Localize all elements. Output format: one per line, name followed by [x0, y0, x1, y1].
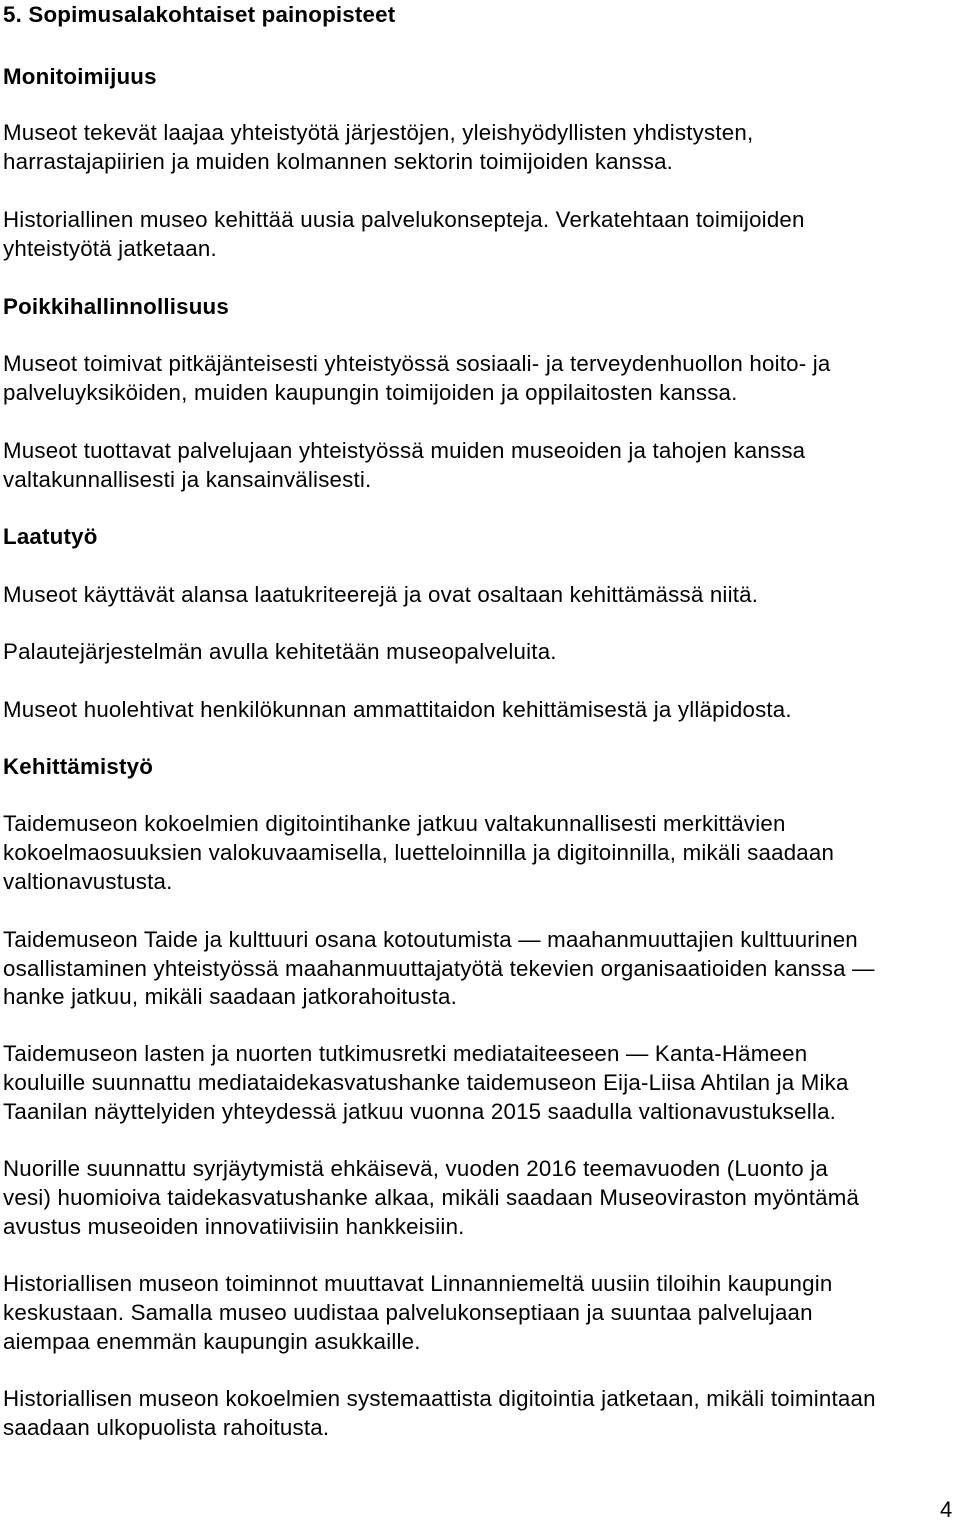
paragraph-line: Taidemuseon Taide ja kulttuuri osana kotoutumista — maahanmuuttajien kulttuurinen: [3, 927, 858, 952]
paragraph-line: aiempaa enemmän kaupungin asukkaille.: [3, 1329, 421, 1354]
paragraph-line: kouluille suunnattu mediataidekasvatushanke taidemuseon Eija-Liisa Ahtilan ja Mika: [3, 1070, 849, 1095]
paragraph-line: Taidemuseon lasten ja nuorten tutkimusretki mediataiteeseen — Kanta-Hämeen: [3, 1041, 808, 1066]
section-title: 5. Sopimusalakohtaiset painopisteet: [3, 2, 396, 27]
paragraph-line: osallistaminen yhteistyössä maahanmuuttajatyötä tekevien organisaatioiden kanssa —: [3, 956, 875, 981]
paragraph-line: Museot käyttävät alansa laatukriteerejä ja ovat osaltaan kehittämässä niitä.: [3, 582, 759, 607]
paragraph-line: Taanilan näyttelyiden yhteydessä jatkuu vuonna 2015 saadulla valtionavustuksella.: [3, 1099, 837, 1124]
paragraph-line: vesi) huomioiva taidekasvatushanke alkaa, mikäli saadaan Museoviraston myöntämä: [3, 1185, 860, 1210]
paragraph-line: Museot huolehtivat henkilökunnan ammattitaidon kehittämisestä ja ylläpidosta.: [3, 697, 792, 722]
paragraph-line: Palautejärjestelmän avulla kehitetään museopalveluita.: [3, 639, 557, 664]
paragraph-line: kokoelmaosuuksien valokuvaamisella, luetteloinnilla ja digitoinnilla, mikäli saadaan: [3, 840, 835, 865]
paragraph-line: harrastajapiirien ja muiden kolmannen sektorin toimijoiden kanssa.: [3, 149, 674, 174]
paragraph-line: Museot tuottavat palvelujaan yhteistyössä muiden museoiden ja tahojen kanssa: [3, 438, 806, 463]
paragraph-line: Historiallinen museo kehittää uusia palvelukonsepteja. Verkatehtaan toimijoiden: [3, 207, 805, 232]
paragraph-line: valtakunnallisesti ja kansainvälisesti.: [3, 467, 372, 492]
paragraph-line: Nuorille suunnattu syrjäytymistä ehkäisevä, vuoden 2016 teemavuoden (Luonto ja: [3, 1156, 828, 1181]
paragraph-line: saadaan ulkopuolista rahoitusta.: [3, 1415, 330, 1440]
paragraph-line: Taidemuseon kokoelmien digitointihanke jatkuu valtakunnallisesti merkittävien: [3, 811, 786, 836]
page-number: 4: [940, 1497, 953, 1522]
paragraph-line: Historiallisen museon kokoelmien systemaattista digitointia jatketaan, mikäli toimintaan: [3, 1386, 876, 1411]
paragraph-line: Museot tekevät laajaa yhteistyötä järjestöjen, yleishyödyllisten yhdistysten,: [3, 120, 754, 145]
paragraph-line: Historiallisen museon toiminnot muuttavat Linnanniemeltä uusiin tiloihin kaupungin: [3, 1271, 833, 1296]
heading-kehittamistyo: Kehittämistyö: [3, 754, 154, 779]
paragraph-line: valtionavustusta.: [3, 869, 173, 894]
paragraph-line: Museot toimivat pitkäjänteisesti yhteistyössä sosiaali- ja terveydenhuollon hoito- ja: [3, 351, 831, 376]
paragraph-line: avustus museoiden innovatiivisiin hankkeisiin.: [3, 1214, 465, 1239]
heading-laatutyo: Laatutyö: [3, 524, 98, 549]
paragraph-line: hanke jatkuu, mikäli saadaan jatkorahoitusta.: [3, 984, 457, 1009]
paragraph-line: keskustaan. Samalla museo uudistaa palvelukonseptiaan ja suuntaa palvelujaan: [3, 1300, 813, 1325]
heading-poikkihallinnollisuus: Poikkihallinnollisuus: [3, 294, 229, 319]
paragraph-line: yhteistyötä jatketaan.: [3, 236, 217, 261]
paragraph-line: palveluyksiköiden, muiden kaupungin toimijoiden ja oppilaitosten kanssa.: [3, 380, 738, 405]
heading-monitoimijuus: Monitoimijuus: [3, 64, 157, 89]
